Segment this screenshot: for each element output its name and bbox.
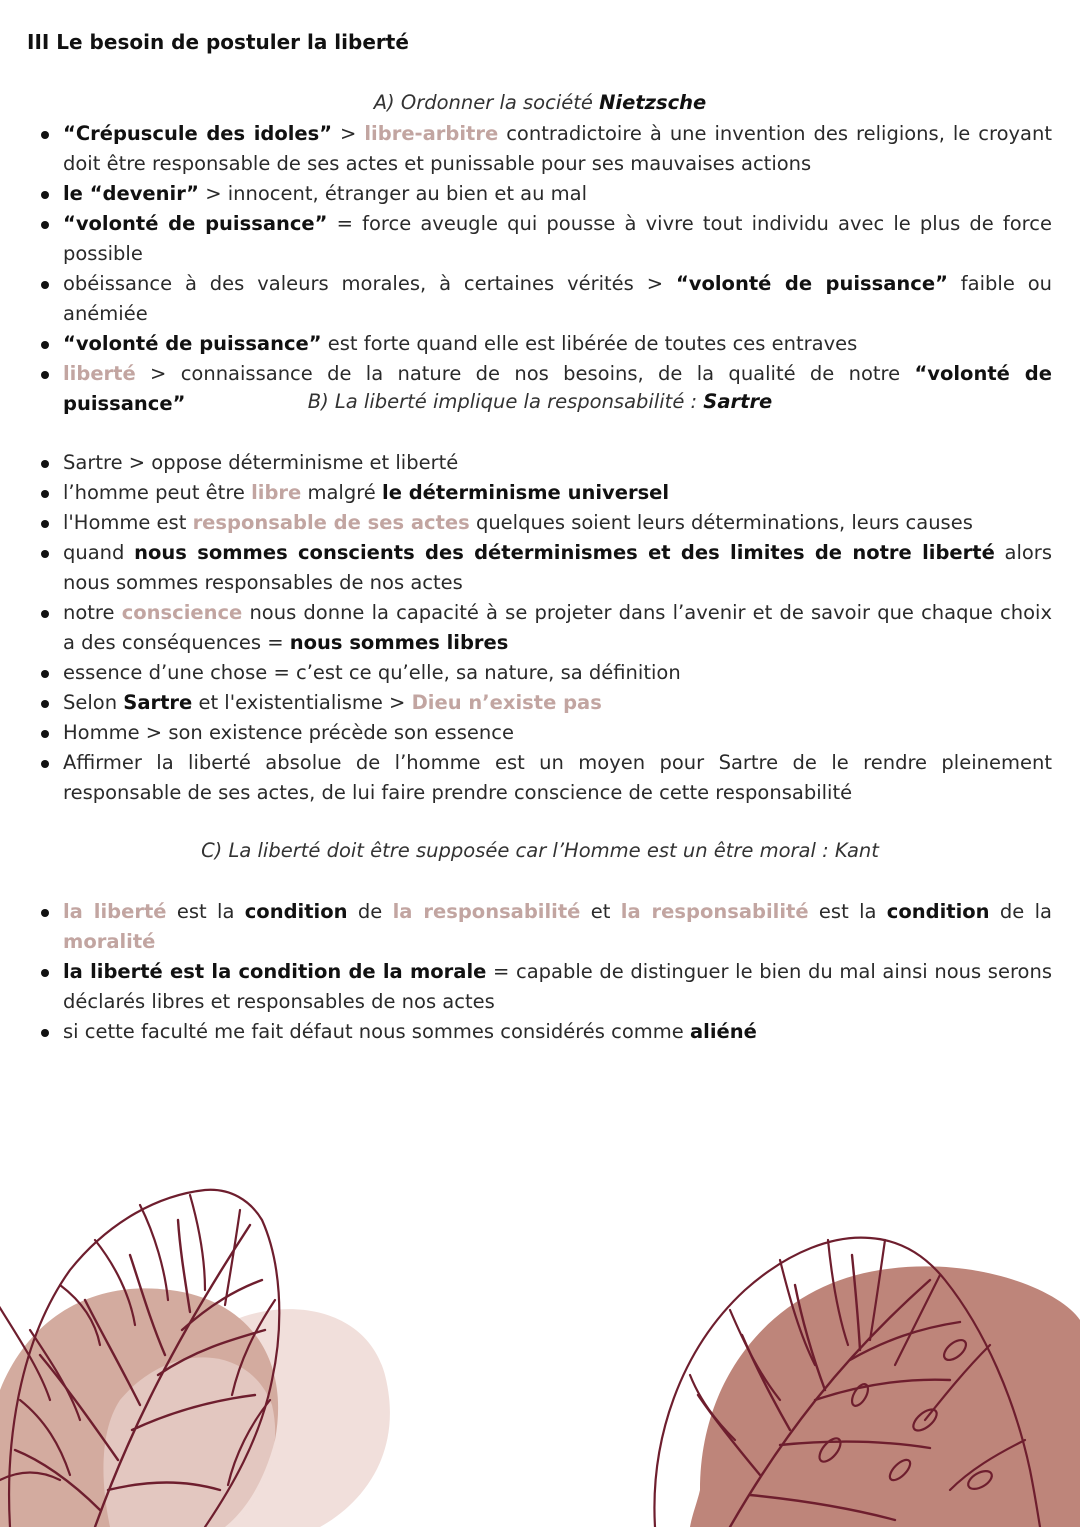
accent-term: liberté xyxy=(63,362,136,385)
list-item xyxy=(27,897,1052,957)
text-run: malgré xyxy=(301,481,383,504)
text-run: Homme > son existence précède son essence xyxy=(63,721,514,744)
section-c-heading xyxy=(0,839,1080,862)
text-run: > xyxy=(332,122,365,145)
section-c-list xyxy=(27,897,1052,1047)
text-run: contradictoire à une invention des religions, le croyant doit être responsable de ses actes et punissable pour ses mauvaises actions xyxy=(63,122,1052,175)
accent-term: conscience xyxy=(121,601,243,624)
list-item xyxy=(27,508,1052,538)
bold-term: “volonté de puissance” xyxy=(63,332,322,355)
accent-term: Dieu n’existe pas xyxy=(411,691,602,714)
page-title: III Le besoin de postuler la liberté xyxy=(27,30,409,54)
bold-term: nous sommes libres xyxy=(289,631,509,654)
bold-term: le déterminisme universel xyxy=(382,481,670,504)
bold-term: le “devenir” xyxy=(63,182,199,205)
text-run: est forte quand elle est libérée de toutes ces entraves xyxy=(321,332,858,355)
accent-term: libre-arbitre xyxy=(364,122,499,145)
heading-author: Sartre xyxy=(703,390,773,413)
text-run: et l'existentialisme > xyxy=(192,691,412,714)
text-run: de la xyxy=(989,900,1053,923)
list-item xyxy=(27,329,1052,359)
text-run: quand xyxy=(63,541,135,564)
text-run: obéissance à des valeurs morales, à certaines vérités > xyxy=(63,272,676,295)
bold-term: condition xyxy=(886,900,990,923)
section-a-heading xyxy=(0,91,1080,114)
list-item xyxy=(27,448,1052,478)
list-item xyxy=(27,718,1052,748)
list-item xyxy=(27,119,1052,179)
bold-term: aliéné xyxy=(689,1020,757,1043)
leaf-veins-left xyxy=(15,1220,265,1527)
text-run: essence d’une chose = c’est ce qu’elle, sa nature, sa définition xyxy=(63,661,681,684)
section-a-list xyxy=(27,119,1052,419)
text-run: > connaissance de la nature de nos besoins, de la qualité de notre xyxy=(135,362,915,385)
bold-term: “volonté de puissance” xyxy=(63,212,328,235)
bold-term: la liberté est la condition de la morale xyxy=(63,960,487,983)
heading-author: Nietzsche xyxy=(599,91,707,114)
section-b-heading xyxy=(0,390,1080,413)
right-dark-blob xyxy=(690,1266,1080,1527)
list-item xyxy=(27,957,1052,1017)
bold-term: “Crépuscule des idoles” xyxy=(63,122,333,145)
monstera-leaf-right-icon xyxy=(654,1238,1040,1527)
text-run: quelques soient leurs déterminations, leurs causes xyxy=(469,511,973,534)
text-run: nous donne la capacité à se projeter dans l’avenir et de savoir que chaque choix a des conséquences = xyxy=(63,601,1052,654)
text-run: est la xyxy=(166,900,245,923)
bold-term: condition xyxy=(244,900,348,923)
section-b-list xyxy=(27,448,1052,808)
monstera-leaf-left-icon xyxy=(0,1190,279,1527)
bold-term: “volonté de puissance” xyxy=(675,272,948,295)
left-overlap-blob xyxy=(103,1357,275,1527)
text-run: notre xyxy=(63,601,122,624)
list-item xyxy=(27,478,1052,508)
heading-text: A) Ordonner la société xyxy=(373,91,600,114)
bold-term: Sartre xyxy=(123,691,193,714)
accent-term: responsable de ses actes xyxy=(192,511,470,534)
list-item xyxy=(27,209,1052,269)
list-item xyxy=(27,1017,1052,1047)
bold-term: “volonté de puissance” xyxy=(63,362,1052,415)
list-item xyxy=(27,748,1052,808)
list-item xyxy=(27,269,1052,329)
leaf-veins-right xyxy=(698,1255,960,1527)
heading-text: C) La liberté doit être supposée car l’Homme est un être moral : Kant xyxy=(201,839,879,862)
left-light-blob xyxy=(110,1309,390,1527)
left-mid-blob xyxy=(0,1288,278,1527)
text-run: alors nous sommes responsables de nos actes xyxy=(63,541,1052,594)
list-item xyxy=(27,179,1052,209)
heading-text: B) La liberté implique la responsabilité : xyxy=(307,390,704,413)
text-run: Selon xyxy=(63,691,124,714)
accent-term: la responsabilité xyxy=(392,900,581,923)
text-run: de xyxy=(347,900,393,923)
text-run: est la xyxy=(808,900,887,923)
text-run: = force aveugle qui pousse à vivre tout individu avec le plus de force possible xyxy=(63,212,1052,265)
accent-term: la responsabilité xyxy=(620,900,809,923)
list-item xyxy=(27,538,1052,598)
text-run: faible ou anémiée xyxy=(63,272,1052,325)
text-run: et xyxy=(580,900,621,923)
bold-term: nous sommes conscients des déterminismes et des limites de notre liberté xyxy=(134,541,995,564)
text-run: l'Homme est xyxy=(63,511,193,534)
text-run: si cette faculté me fait défaut nous sommes considérés comme xyxy=(63,1020,690,1043)
list-item xyxy=(27,598,1052,658)
text-run: Sartre > oppose déterminisme et liberté xyxy=(63,451,459,474)
text-run: Affirmer la liberté absolue de l’homme est un moyen pour Sartre de le rendre pleinement responsable de ses actes, de lui faire prendre conscience de cette responsabilité xyxy=(63,751,1052,804)
text-run: > innocent, étranger au bien et au mal xyxy=(199,182,588,205)
accent-term: la liberté xyxy=(63,900,167,923)
accent-term: libre xyxy=(251,481,302,504)
accent-term: moralité xyxy=(63,930,156,953)
text-run: = capable de distinguer le bien du mal ainsi nous serons déclarés libres et responsables de nos actes xyxy=(63,960,1052,1013)
list-item xyxy=(27,688,1052,718)
list-item xyxy=(27,658,1052,688)
text-run: l’homme peut être xyxy=(63,481,252,504)
